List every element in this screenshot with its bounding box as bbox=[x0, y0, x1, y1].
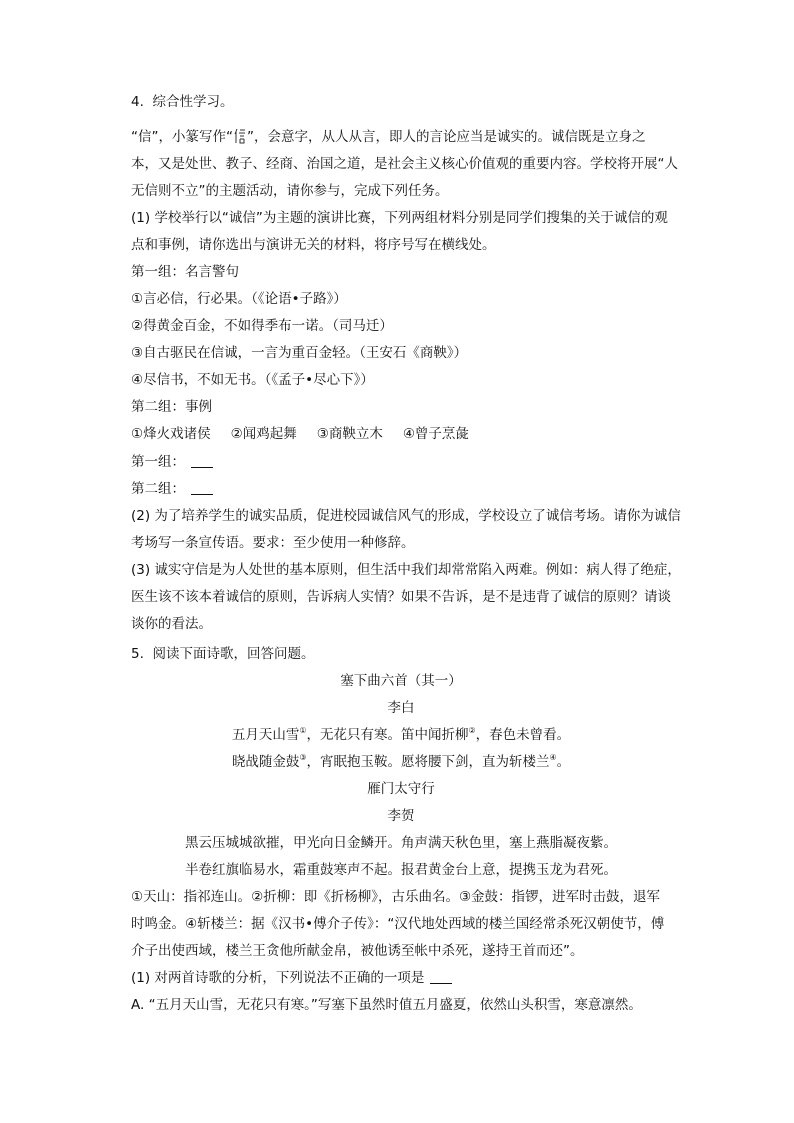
group1-title: 第一组：名言警句 bbox=[131, 264, 239, 280]
part3-line-3: 谈你的看法。 bbox=[131, 616, 212, 632]
poem2-title: 雁门太守行 bbox=[367, 781, 435, 797]
answer-1-label: 第一组： bbox=[131, 454, 185, 470]
poem1-author: 李白 bbox=[387, 700, 415, 716]
group2-title: 第二组：事例 bbox=[131, 399, 212, 415]
poem1-l2-text-c: 。 bbox=[556, 754, 571, 770]
question-5-heading: 5. 阅读下面诗歌，回答问题。 bbox=[131, 646, 315, 662]
answer-1-blank[interactable] bbox=[191, 453, 213, 468]
poem1-l2-text-a: 晓战随金鼓 bbox=[231, 754, 300, 770]
answer-group-1 bbox=[131, 452, 213, 472]
part2-line-2: 考场写一条宣传语。要求：至少使用一种修辞。 bbox=[131, 535, 415, 551]
answer-2-label: 第二组： bbox=[131, 481, 185, 497]
intro-line-1 bbox=[131, 127, 645, 147]
intro-line-2: 本，又是处世、教子、经商、治国之道，是社会主义核心价值观的重要内容。学校将开展“人 bbox=[131, 156, 678, 172]
note-ref-4: ④ bbox=[549, 753, 557, 762]
poem1-line-1 bbox=[131, 725, 671, 745]
part3-line-2: 医生该不该本着诚信的原则，告诉病人实情？如果不告诉，是不是违背了诚信的原则？请谈 bbox=[131, 589, 671, 605]
q5-part1 bbox=[131, 968, 452, 988]
intro-text-a: “信”，小篆写作“ bbox=[131, 129, 233, 145]
answer-2-blank[interactable] bbox=[191, 480, 213, 495]
intro-line-3: 无信则不立”的主题活动，请你参与，完成下列任务。 bbox=[131, 183, 449, 199]
poem1-l1-text-c: ，春色未曾看。 bbox=[475, 727, 571, 743]
option-a: A. “五月天山雪，无花只有寒。”写塞下虽然时值五月盛夏，依然山头积雪，寒意凛然。 bbox=[131, 997, 642, 1013]
notes-line-2: 时鸣金。④斩楼兰：据《汉书•傅介子传》：“汉代地处西域的楼兰国经常杀死汉朝使节，傅 bbox=[131, 916, 665, 932]
q5-part1-text: (1) 对两首诗歌的分析，下列说法不正确的一项是 bbox=[131, 970, 425, 986]
seal-script-xin-icon bbox=[234, 128, 246, 144]
notes-line-1: ①天山：指祁连山。②折柳：即《折杨柳》，古乐曲名。③金鼓：指锣，进军时击鼓，退军 bbox=[131, 889, 661, 905]
poem1-l2-text-b: ，宵眠抱玉鞍。愿将腰下剑，直为斩楼兰 bbox=[306, 754, 550, 770]
poem2-line-2: 半卷红旗临易水，霜重鼓寒声不起。报君黄金台上意，提携玉龙为君死。 bbox=[185, 862, 617, 878]
part1-line-2: 点和事例，请你选出与演讲无关的材料，将序号写在横线处。 bbox=[131, 237, 496, 253]
example-3: ③商鞅立木 bbox=[316, 426, 383, 442]
note-ref-2: ② bbox=[468, 726, 476, 735]
quote-3: ③自古驱民在信诚，一言为重百金轻。（王安石《商鞅》） bbox=[131, 345, 468, 361]
quote-1: ①言必信，行必果。（《论语•子路》） bbox=[131, 291, 347, 307]
answer-group-2 bbox=[131, 479, 213, 499]
part1-line-1: (1) 学校举行以“诚信”为主题的演讲比赛，下列两组材料分别是同学们搜集的关于诚信的观 bbox=[131, 210, 668, 226]
example-2: ②闻鸡起舞 bbox=[230, 426, 297, 442]
example-1: ①烽火戏诸侯 bbox=[131, 426, 211, 442]
examples-row bbox=[131, 424, 469, 444]
poem2-author: 李贺 bbox=[387, 808, 415, 824]
part3-line-1: (3) 诚实守信是为人处世的基本原则，但生活中我们却常常陷入两难。例如：病人得了绝症， bbox=[131, 562, 681, 578]
poem1-title: 塞下曲六首（其一） bbox=[340, 673, 462, 689]
note-ref-1: ① bbox=[299, 726, 307, 735]
quote-2: ②得黄金百金，不如得季布一诺。（司马迁） bbox=[131, 318, 393, 334]
part2-line-1: (2) 为了培养学生的诚实品质，促进校园诚信风气的形成，学校设立了诚信考场。请你为诚信 bbox=[131, 508, 681, 524]
example-4: ④曾子烹彘 bbox=[402, 426, 469, 442]
question-4-heading: 4. 综合性学习。 bbox=[131, 94, 234, 110]
poem2-line-1: 黑云压城城欲摧，甲光向日金鳞开。角声满天秋色里，塞上燕脂凝夜紫。 bbox=[185, 835, 617, 851]
intro-text-b: ”，会意字，从人从言，即人的言论应当是诚实的。诚信既是立身之 bbox=[246, 129, 646, 145]
poem1-l1-text-b: ，无花只有寒。笛中闻折柳 bbox=[306, 727, 469, 743]
quote-4: ④尽信书，不如无书。（《孟子•尽心下》） bbox=[131, 372, 374, 388]
poem1-l1-text-a: 五月天山雪 bbox=[231, 727, 300, 743]
notes-line-3: 介子出使西域，楼兰王贪他所献金帛，被他诱至帐中杀死，遂持王首而还”。 bbox=[131, 943, 584, 959]
q5-part1-blank[interactable] bbox=[430, 969, 452, 984]
poem1-line-2 bbox=[131, 752, 671, 772]
note-ref-3: ③ bbox=[299, 753, 307, 762]
